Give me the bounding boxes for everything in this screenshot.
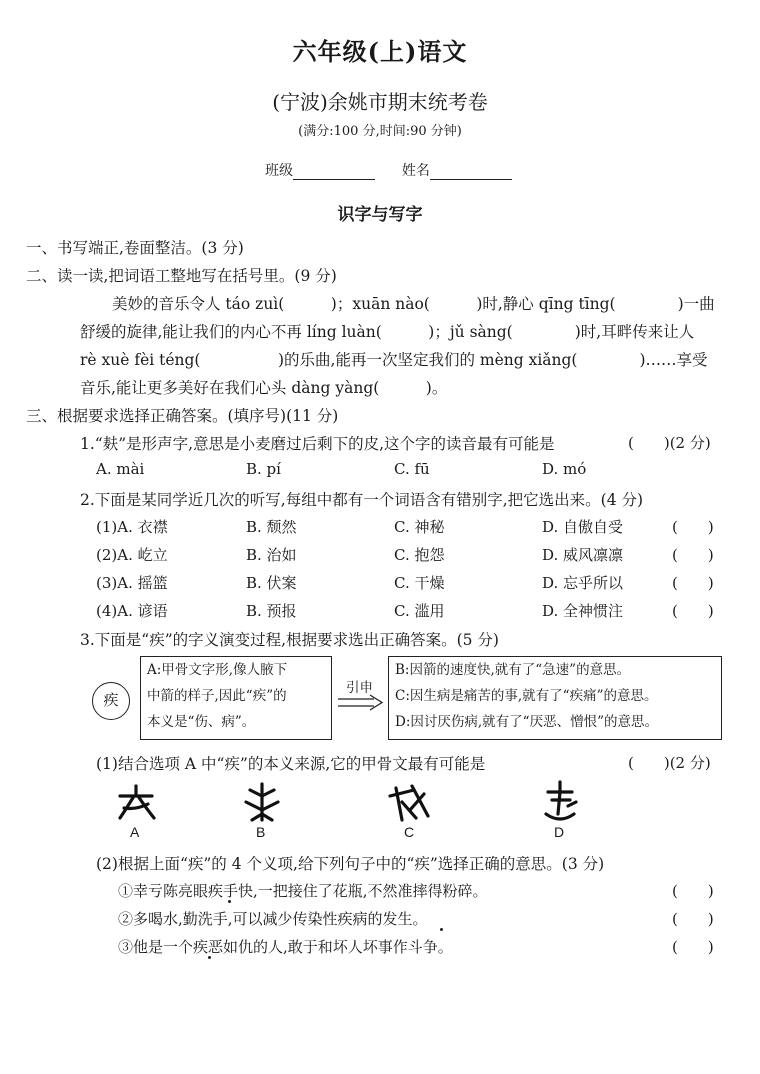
- meaning-c: C:因生病是痛苦的事,就有了“疾痛”的意思。: [395, 688, 658, 704]
- question-3-heading: 三、根据要求选择正确答案。(填序号)(11 分): [26, 407, 339, 425]
- emphasis-dot: [228, 900, 231, 903]
- page-subtitle: (宁波)余姚市期末统考卷: [272, 90, 488, 114]
- glyph-label-b: B: [256, 824, 266, 840]
- oracle-glyph-a-icon: [106, 780, 166, 824]
- ji-character-circle: 疾: [92, 682, 130, 720]
- oracle-glyph-c-icon: [380, 780, 440, 824]
- q3-1-option-d: D. mó: [542, 460, 587, 478]
- q3-2-row-3-b: B. 伏案: [246, 574, 297, 592]
- sentence-1-paren[interactable]: ( ): [672, 882, 714, 900]
- oracle-glyph-d-icon: [530, 780, 590, 824]
- question-2-heading: 二、读一读,把词语工整地写在括号里。(9 分): [26, 267, 337, 285]
- origin-line-3: 本义是“伤、病”。: [147, 714, 256, 730]
- emphasis-dot: [440, 928, 443, 931]
- class-field[interactable]: [293, 165, 375, 180]
- q3-2-row-4-paren[interactable]: ( ): [672, 602, 714, 620]
- sentence-3: ③他是一个疾恶如仇的人,敢于和坏人坏事作斗争。: [118, 938, 453, 956]
- meanings-box: [388, 656, 722, 740]
- q3-2-row-3-paren[interactable]: ( ): [672, 574, 714, 592]
- emphasis-dot: [208, 956, 211, 959]
- page-title: 六年级(上)语文: [292, 37, 468, 66]
- q3-2-stem: 2.下面是某同学近几次的听写,每组中都有一个词语含有错别字,把它选出来。(4 分): [80, 491, 644, 509]
- q3-2-row-3-a: (3)A. 摇篮: [96, 574, 168, 592]
- meaning-b: B:因箭的速度快,就有了“急速”的意思。: [395, 662, 631, 678]
- q3-2-row-1-paren[interactable]: ( ): [672, 518, 714, 536]
- q3-2-row-1-d: D. 自傲自受: [542, 518, 624, 536]
- origin-line-2: 中箭的样子,因此“疾”的: [147, 688, 287, 704]
- q3-2-row-2-c: C. 抱怨: [394, 546, 445, 564]
- q3-1-stem: 1.“麸”是形声字,意思是小麦磨过后剩下的皮,这个字的读音最有可能是: [80, 435, 555, 453]
- q3-2-row-2-paren[interactable]: ( ): [672, 546, 714, 564]
- q3-1-option-b: B. pí: [246, 460, 281, 478]
- glyph-label-a: A: [130, 824, 140, 840]
- sentence-2: ②多喝水,勤洗手,可以减少传染性疾病的发生。: [118, 910, 428, 928]
- exam-info: (满分:100 分,时间:90 分钟): [298, 124, 462, 139]
- q3-1-answer-paren[interactable]: ( )(2 分): [628, 434, 711, 452]
- glyph-label-c: C: [404, 824, 415, 840]
- q3-3-1-answer-paren[interactable]: ( )(2 分): [628, 754, 711, 772]
- q3-3-2-stem: (2)根据上面“疾”的 4 个义项,给下列句子中的“疾”选择正确的意思。(3 分): [96, 855, 605, 873]
- q3-2-row-3-d: D. 忘乎所以: [542, 574, 624, 592]
- extend-label: 引申: [346, 680, 373, 696]
- meaning-d: D:因讨厌伤病,就有了“厌恶、憎恨”的意思。: [395, 714, 658, 730]
- question-2-line-1: 美妙的音乐令人 táo zuì( )；xuān nào( )时,静心 qīng tīng( )一曲: [112, 295, 715, 313]
- q3-2-row-3-c: C. 干燥: [394, 574, 445, 592]
- q3-2-row-2-a: (2)A. 屹立: [96, 546, 168, 564]
- q3-2-row-1-b: B. 颓然: [246, 518, 297, 536]
- glyph-label-d: D: [554, 824, 565, 840]
- q3-3-stem: 3.下面是“疾”的字义演变过程,根据要求选出正确答案。(5 分): [80, 631, 499, 649]
- question-2-line-4: 音乐,能让更多美好在我们心头 dàng yàng( )。: [80, 379, 448, 397]
- name-label: 姓名: [401, 163, 430, 179]
- class-label: 班级: [265, 163, 293, 179]
- question-2-line-3: rè xuè fèi téng( )的乐曲,能再一次坚定我们的 mèng xiǎng( )……享受: [80, 351, 708, 369]
- student-info-row: [265, 160, 512, 180]
- origin-box: [140, 656, 332, 740]
- oracle-glyph-b-icon: [232, 780, 292, 824]
- q3-2-row-4-c: C. 滥用: [394, 602, 445, 620]
- q3-2-row-1-c: C. 神秘: [394, 518, 445, 536]
- origin-line-1: A:甲骨文字形,像人腋下: [147, 662, 288, 678]
- sentence-3-paren[interactable]: ( ): [672, 938, 714, 956]
- q3-2-row-4-b: B. 预报: [246, 602, 297, 620]
- q3-1-option-a: A. mài: [96, 460, 145, 478]
- q3-1-option-c: C. fū: [394, 460, 430, 478]
- section-title: 识字与写字: [337, 205, 423, 225]
- sentence-2-paren[interactable]: ( ): [672, 910, 714, 928]
- q3-2-row-2-d: D. 威风凛凛: [542, 546, 624, 564]
- q3-2-row-1-a: (1)A. 衣襟: [96, 518, 168, 536]
- sentence-1: ①幸亏陈亮眼疾手快,一把接住了花瓶,不然准摔得粉碎。: [118, 882, 488, 900]
- question-1: 一、书写端正,卷面整洁。(3 分): [26, 239, 244, 257]
- q3-2-row-4-a: (4)A. 谚语: [96, 602, 168, 620]
- question-2-line-2: 舒缓的旋律,能让我们的内心不再 líng luàn( )；jǔ sàng( )时,耳畔传来让人: [80, 323, 695, 341]
- q3-3-1-stem: (1)结合选项 A 中“疾”的本义来源,它的甲骨文最有可能是: [96, 755, 486, 773]
- q3-2-row-4-d: D. 全神惯注: [542, 602, 624, 620]
- extend-arrow-icon: [336, 694, 386, 712]
- q3-2-row-2-b: B. 治如: [246, 546, 297, 564]
- name-field[interactable]: [430, 165, 512, 180]
